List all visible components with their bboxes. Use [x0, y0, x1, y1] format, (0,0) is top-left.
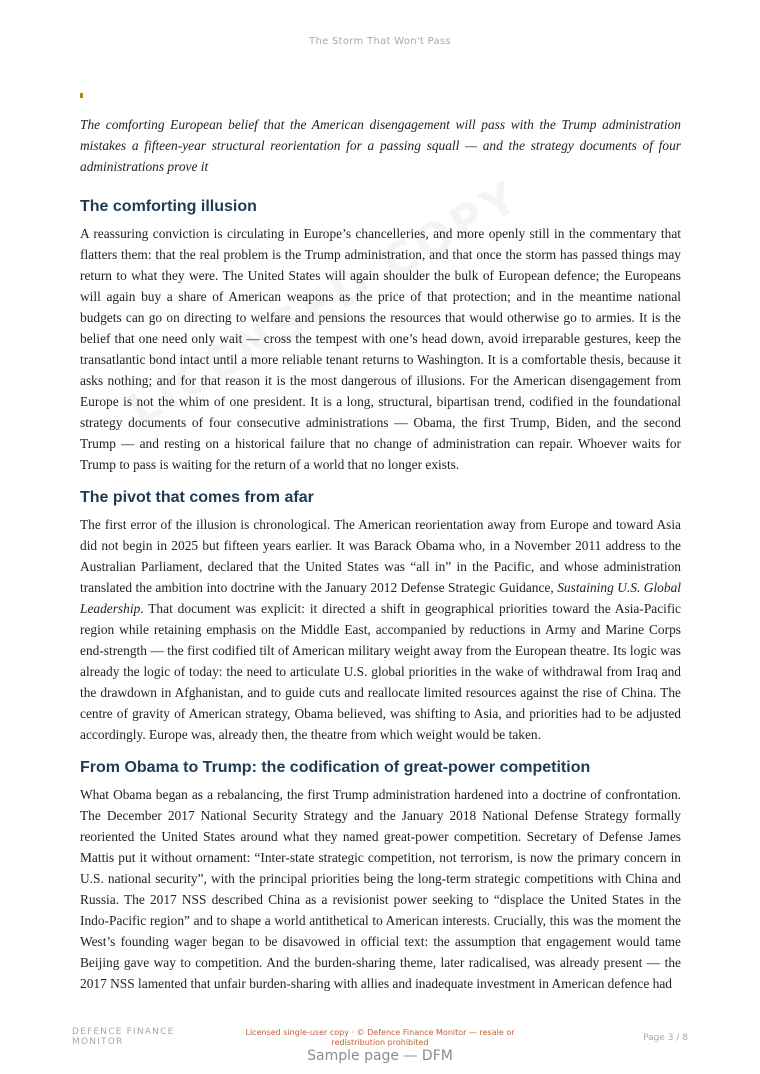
pivot-text-before: The first error of the illusion is chronological. The American reorientation away from Europe and toward Asia did not begin in 2025 but fifteen years earlier. It was Barack Obama who, in a November 2011 address to the Australian Parliament, declared that the United States was “all in” in the Pacific, and whose administration translated the ambition into doctrine with the January 2012 Defense Strategic Guidance, [80, 517, 681, 595]
sample-page-label: Sample page — DFM [307, 1048, 453, 1064]
running-header: The Storm That Won't Pass [309, 36, 451, 47]
section-paragraph-great-power-competition: What Obama began as a rebalancing, the first Trump administration hardened into a doctrine of confrontation. The December 2017 National Security Strategy and the January 2018 National Defense Strategy formally reoriented the United States around what they named great-power competition. Secretary of Defense James Mattis put it without ornament: “Inter-state strategic competition, not terrorism, is now the primary concern in U.S. national security”, with the principal priorities being the long-term strategic competitions with China and Russia. The 2017 NSS described China as a revisionist power seeking to “displace the United States in the Indo-Pacific region” and to shape a world antithetical to American interests. Crucially, this was the moment the West’s founding wager began to be disavowed in official text: the assumption that engagement would tame Beijing gave way to competition. And the burden-sharing theme, later radicalised, was already present — the 2017 NSS lamented that unfair burden-sharing with allies and inadequate investment in American defence had [80, 787, 681, 991]
section-heading-comforting-illusion: The comforting illusion [80, 198, 257, 215]
page-number: Page 3 / 8 [643, 1033, 688, 1043]
section-heading-pivot: The pivot that comes from afar [80, 489, 314, 506]
publisher-name-line1: DEFENCE FINANCE [72, 1027, 175, 1037]
section-paragraph-comforting-illusion: A reassuring conviction is circulating in Europe’s chancelleries, and more openly still in the commentary that flatters them: that the real problem is the Trump administration, and that once the storm has passed things may return to what they were. The United States will again shoulder the bulk of European defence; the Europeans will again buy a share of American weapons as the price of that protection; and in the meantime national budgets can go on directing to welfare and pensions the resources that would otherwise go to armies. It is the belief that one need only wait — cross the tempest with one’s head down, avoid irreparable gestures, keep the transatlantic bond intact until a more reliable tenant returns to Washington. It is a comfortable thesis, because it asks nothing; and for that reason it is the most dangerous of illusions. For the American disengagement from Europe is not the whim of one president. It is a long, structural, bipartisan trend, codified in the foundational strategy documents of four consecutive administrations — Obama, the first Trump, Biden, and the second Trump — and resting on a historical failure that no change of administration can repair. Whoever waits for Trump to pass is waiting for the return of a world that no longer exists. [80, 226, 681, 472]
article-body [80, 114, 681, 1007]
publisher-name-line2: MONITOR [72, 1037, 124, 1047]
license-notice: Licensed single-user copy · © Defence Finance Monitor — resale or redistribution prohibited [245, 1028, 515, 1047]
publisher-name [72, 1027, 202, 1047]
accent-mark [80, 93, 83, 98]
section-paragraph-pivot [80, 514, 681, 745]
section-heading-great-power-competition: From Obama to Trump: the codification of great-power competition [80, 759, 591, 776]
document-title-italic: Sustaining U.S. Global Leadership [80, 580, 681, 616]
pivot-text-after: . That document was explicit: it directed a shift in geographical priorities toward the Asia-Pacific region while retaining emphasis on the Middle East, accompanied by reductions in Army and Marine Corps end-strength — the first codified tilt of American military weight away from the European theatre. Its logic was already the logic of today: the need to articulate U.S. global priorities in the wake of withdrawal from Iraq and the drawdown in Afghanistan, and to guide cuts and reallocate limited resources against the rise of China. The centre of gravity of American strategy, Obama believed, was shifting to Asia, and priorities had to be adjusted accordingly. Europe was, already then, the theatre from which weight would be taken. [80, 601, 681, 742]
article-standfirst: The comforting European belief that the American disengagement will pass with the Trump administration mistakes a fifteen-year structural reorientation for a passing squall — and the strategy documents of four administrations prove it [80, 117, 681, 174]
